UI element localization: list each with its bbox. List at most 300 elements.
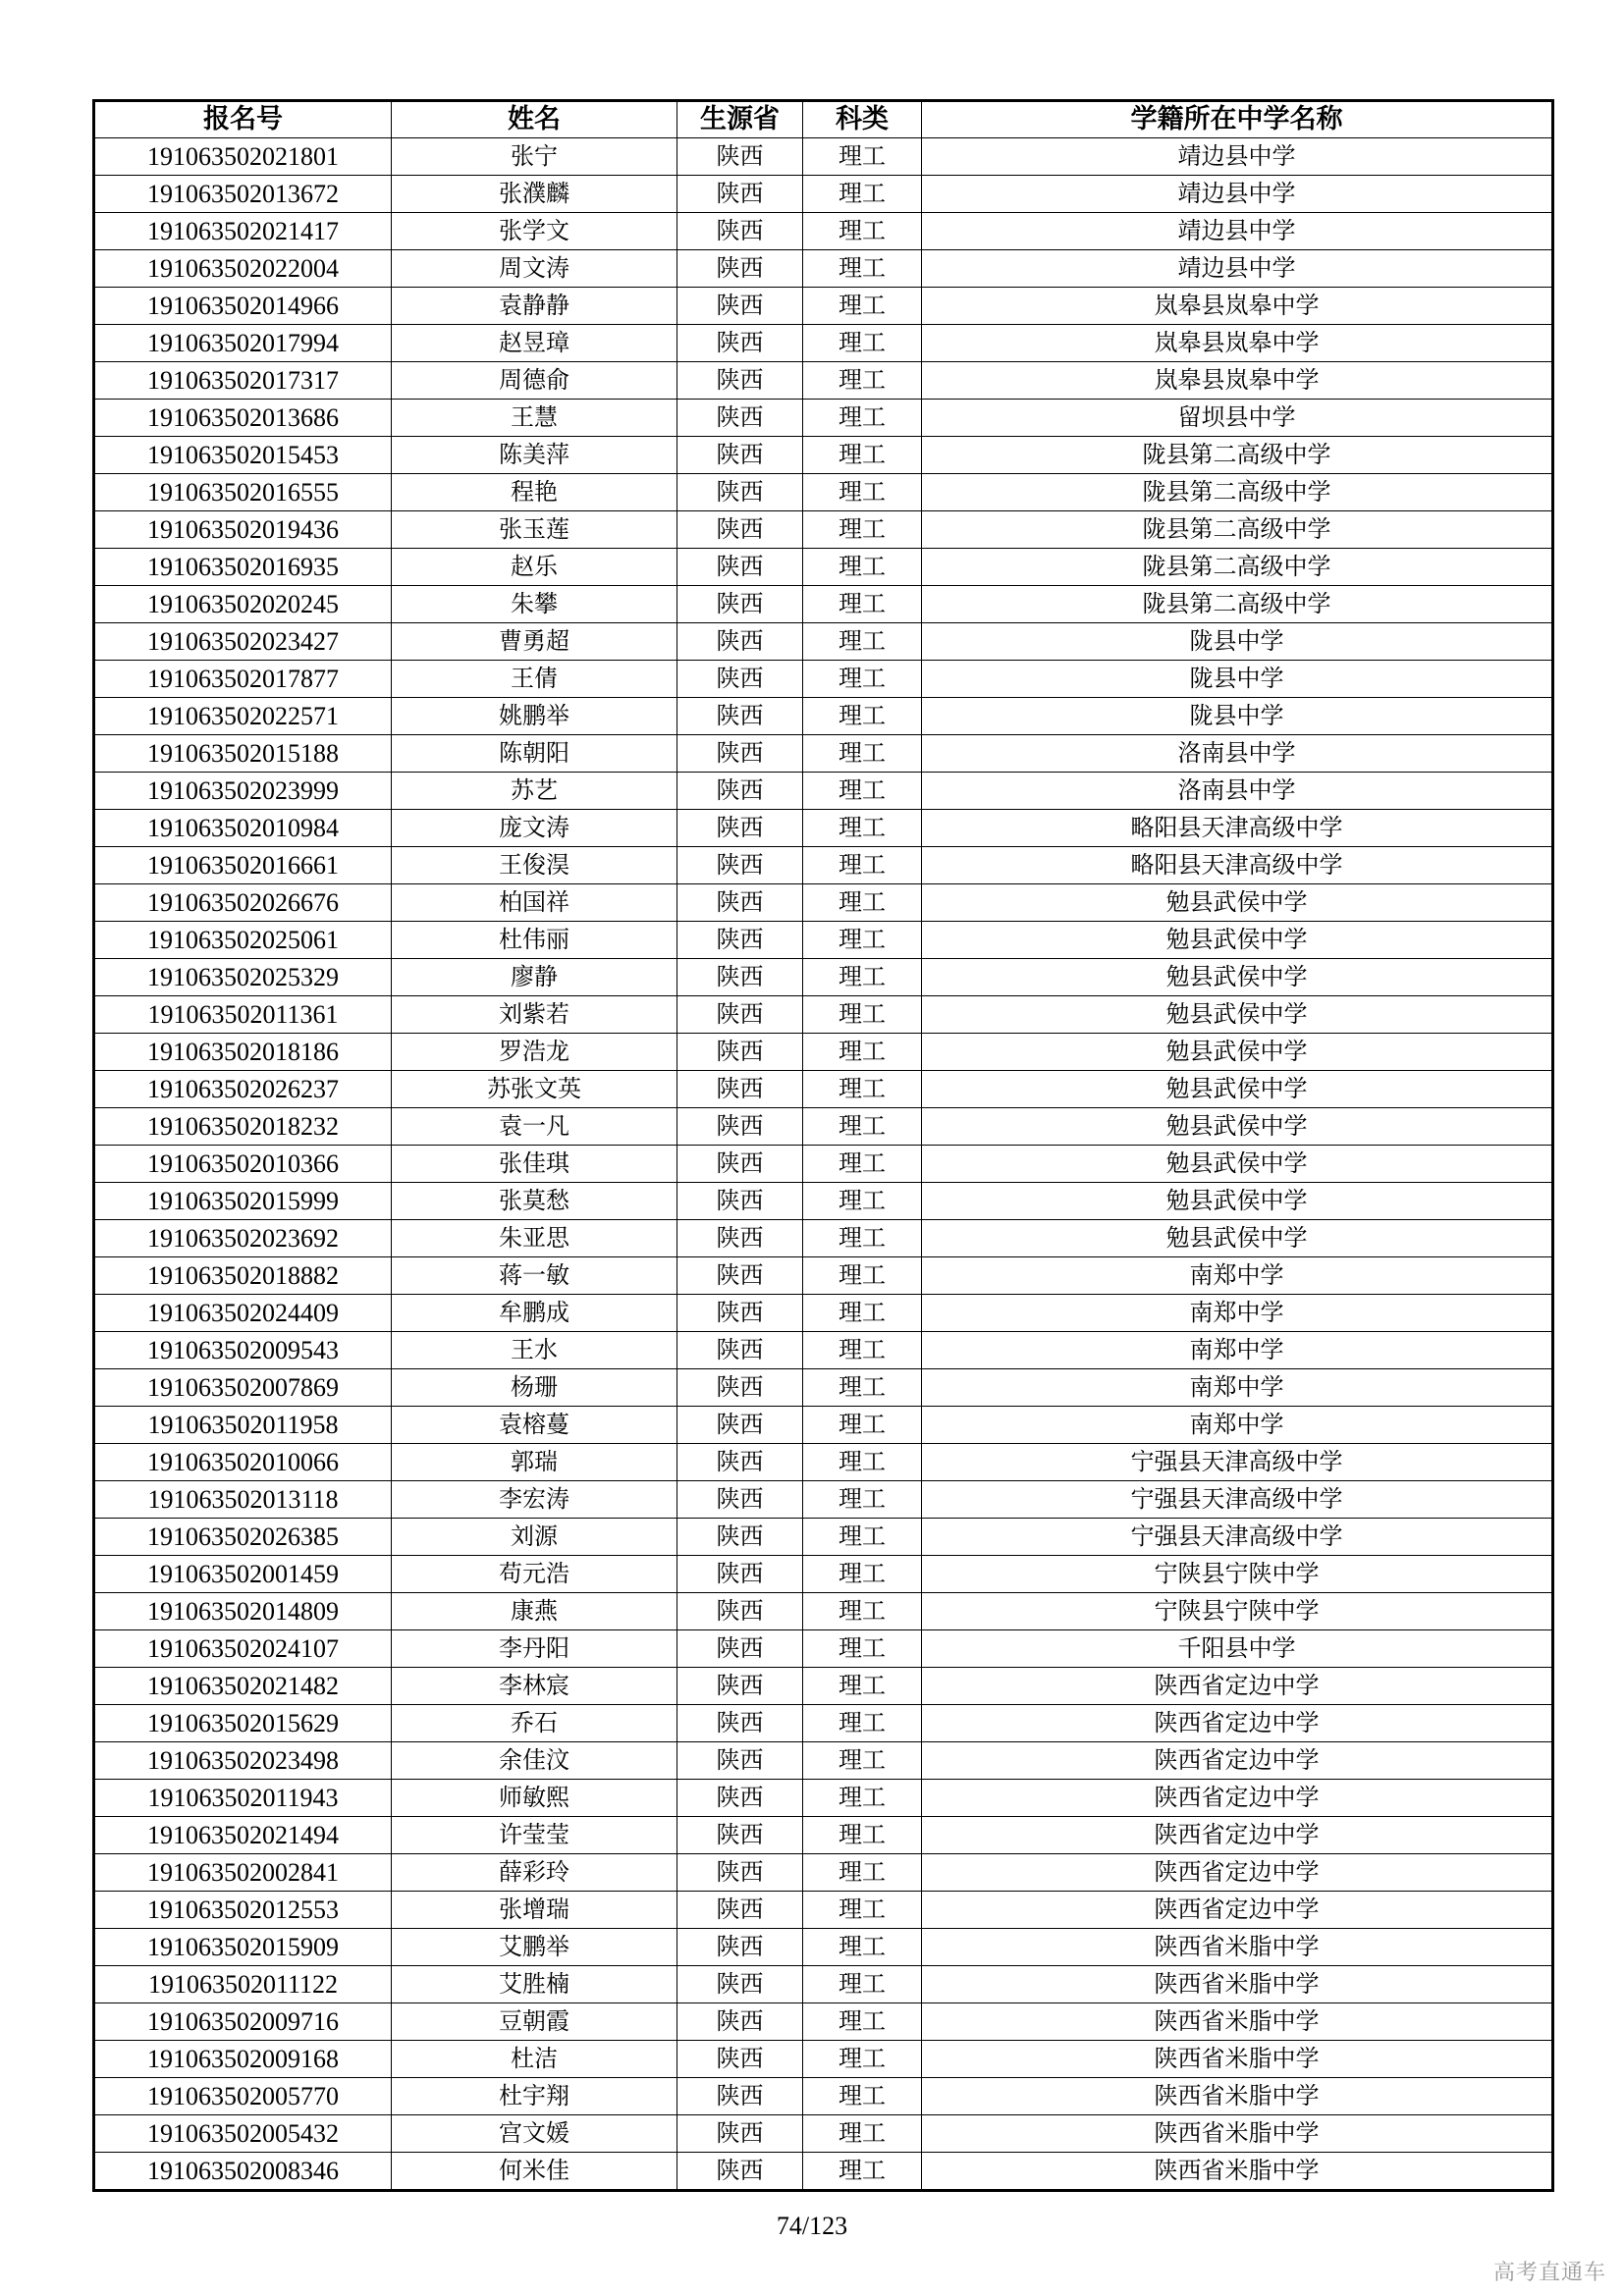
name-cell: 余佳汶 [392, 1742, 677, 1780]
school-cell: 陇县第二高级中学 [922, 474, 1553, 511]
category-cell: 理工 [803, 773, 922, 810]
school-cell: 南郑中学 [922, 1257, 1553, 1295]
province-cell: 陕西 [677, 1556, 803, 1593]
category-cell: 理工 [803, 2003, 922, 2041]
table-row [94, 773, 1553, 810]
name-cell: 李宏涛 [392, 1481, 677, 1519]
table-row [94, 288, 1553, 325]
registration-number-cell: 191063502010066 [94, 1444, 392, 1481]
table-row [94, 884, 1553, 922]
province-cell: 陕西 [677, 1854, 803, 1892]
school-cell: 陕西省定边中学 [922, 1854, 1553, 1892]
name-cell: 郭瑞 [392, 1444, 677, 1481]
table-row [94, 586, 1553, 623]
table-row [94, 511, 1553, 549]
registration-number-cell: 191063502013686 [94, 400, 392, 437]
registration-number-cell: 191063502011943 [94, 1780, 392, 1817]
category-cell: 理工 [803, 362, 922, 400]
registration-number-cell: 191063502018882 [94, 1257, 392, 1295]
table-row [94, 922, 1553, 959]
table-row [94, 213, 1553, 250]
province-cell: 陕西 [677, 1705, 803, 1742]
table-row [94, 1369, 1553, 1407]
category-cell: 理工 [803, 1929, 922, 1966]
registration-number-cell: 191063502014966 [94, 288, 392, 325]
registration-number-cell: 191063502022571 [94, 698, 392, 735]
table-row [94, 2115, 1553, 2153]
category-cell: 理工 [803, 2078, 922, 2115]
name-cell: 张增瑞 [392, 1892, 677, 1929]
name-cell: 周文涛 [392, 250, 677, 288]
table-row [94, 1556, 1553, 1593]
registration-number-cell: 191063502026676 [94, 884, 392, 922]
category-cell: 理工 [803, 1257, 922, 1295]
table-row [94, 1929, 1553, 1966]
table-row [94, 437, 1553, 474]
table-row [94, 1519, 1553, 1556]
category-cell: 理工 [803, 511, 922, 549]
name-cell: 艾鹏举 [392, 1929, 677, 1966]
province-cell: 陕西 [677, 1220, 803, 1257]
name-cell: 何米佳 [392, 2153, 677, 2191]
name-cell: 张佳琪 [392, 1146, 677, 1183]
name-cell: 袁静静 [392, 288, 677, 325]
province-cell: 陕西 [677, 1481, 803, 1519]
name-cell: 庞文涛 [392, 810, 677, 847]
school-cell: 宁强县天津高级中学 [922, 1519, 1553, 1556]
registration-number-cell: 191063502007869 [94, 1369, 392, 1407]
table-row [94, 1332, 1553, 1369]
province-cell: 陕西 [677, 959, 803, 996]
school-cell: 勉县武侯中学 [922, 922, 1553, 959]
name-cell: 师敏熙 [392, 1780, 677, 1817]
school-cell: 勉县武侯中学 [922, 1071, 1553, 1108]
school-cell: 宁陕县宁陕中学 [922, 1556, 1553, 1593]
table-row [94, 1817, 1553, 1854]
table-row [94, 2153, 1553, 2191]
registration-number-cell: 191063502008346 [94, 2153, 392, 2191]
registration-number-cell: 191063502015453 [94, 437, 392, 474]
table-row [94, 138, 1553, 176]
school-cell: 千阳县中学 [922, 1630, 1553, 1668]
registration-number-cell: 191063502002841 [94, 1854, 392, 1892]
category-cell: 理工 [803, 1593, 922, 1630]
name-cell: 李丹阳 [392, 1630, 677, 1668]
table-row [94, 1854, 1553, 1892]
school-cell: 留坝县中学 [922, 400, 1553, 437]
category-cell: 理工 [803, 1519, 922, 1556]
page-number: 74/123 [776, 2212, 848, 2240]
registration-number-cell: 191063502023498 [94, 1742, 392, 1780]
name-cell: 艾胜楠 [392, 1966, 677, 2003]
province-cell: 陕西 [677, 1183, 803, 1220]
school-cell: 陇县第二高级中学 [922, 586, 1553, 623]
province-cell: 陕西 [677, 362, 803, 400]
category-cell: 理工 [803, 996, 922, 1034]
province-cell: 陕西 [677, 996, 803, 1034]
table-body [94, 138, 1553, 2191]
province-cell: 陕西 [677, 1108, 803, 1146]
registration-number-cell: 191063502010984 [94, 810, 392, 847]
registration-number-cell: 191063502021482 [94, 1668, 392, 1705]
category-cell: 理工 [803, 1071, 922, 1108]
school-cell: 宁陕县宁陕中学 [922, 1593, 1553, 1630]
table-row [94, 176, 1553, 213]
table-row [94, 1220, 1553, 1257]
table-row [94, 996, 1553, 1034]
registration-number-cell: 191063502012553 [94, 1892, 392, 1929]
table-row [94, 474, 1553, 511]
province-cell: 陕西 [677, 1817, 803, 1854]
province-cell: 陕西 [677, 1295, 803, 1332]
name-cell: 罗浩龙 [392, 1034, 677, 1071]
name-cell: 赵昱璋 [392, 325, 677, 362]
category-cell: 理工 [803, 288, 922, 325]
name-cell: 杜洁 [392, 2041, 677, 2078]
province-cell: 陕西 [677, 623, 803, 661]
school-cell: 陕西省米脂中学 [922, 1929, 1553, 1966]
school-cell: 洛南县中学 [922, 773, 1553, 810]
province-cell: 陕西 [677, 661, 803, 698]
school-cell: 陕西省米脂中学 [922, 1966, 1553, 2003]
admission-list-table-container [92, 99, 1551, 2192]
name-cell: 苏张文英 [392, 1071, 677, 1108]
school-cell: 陕西省定边中学 [922, 1780, 1553, 1817]
category-cell: 理工 [803, 922, 922, 959]
table-row [94, 1108, 1553, 1146]
school-cell: 岚皋县岚皋中学 [922, 288, 1553, 325]
school-cell: 勉县武侯中学 [922, 1220, 1553, 1257]
province-cell: 陕西 [677, 2041, 803, 2078]
school-cell: 岚皋县岚皋中学 [922, 362, 1553, 400]
province-cell: 陕西 [677, 1668, 803, 1705]
province-cell: 陕西 [677, 1146, 803, 1183]
school-cell: 陇县第二高级中学 [922, 437, 1553, 474]
table-row [94, 2041, 1553, 2078]
name-cell: 宫文媛 [392, 2115, 677, 2153]
registration-number-cell: 191063502017317 [94, 362, 392, 400]
table-row [94, 362, 1553, 400]
registration-number-cell: 191063502015999 [94, 1183, 392, 1220]
category-cell: 理工 [803, 1481, 922, 1519]
registration-number-cell: 191063502011958 [94, 1407, 392, 1444]
category-cell: 理工 [803, 1146, 922, 1183]
registration-number-cell: 191063502017994 [94, 325, 392, 362]
category-cell: 理工 [803, 1556, 922, 1593]
table-row [94, 1444, 1553, 1481]
province-cell: 陕西 [677, 213, 803, 250]
province-cell: 陕西 [677, 1071, 803, 1108]
header-category: 科类 [803, 101, 922, 138]
table-header-row [94, 101, 1553, 138]
school-cell: 勉县武侯中学 [922, 959, 1553, 996]
category-cell: 理工 [803, 400, 922, 437]
province-cell: 陕西 [677, 250, 803, 288]
province-cell: 陕西 [677, 176, 803, 213]
province-cell: 陕西 [677, 735, 803, 773]
name-cell: 王慧 [392, 400, 677, 437]
name-cell: 王倩 [392, 661, 677, 698]
province-cell: 陕西 [677, 847, 803, 884]
province-cell: 陕西 [677, 1742, 803, 1780]
school-cell: 靖边县中学 [922, 138, 1553, 176]
category-cell: 理工 [803, 1369, 922, 1407]
category-cell: 理工 [803, 1630, 922, 1668]
registration-number-cell: 191063502025329 [94, 959, 392, 996]
category-cell: 理工 [803, 176, 922, 213]
registration-number-cell: 191063502016661 [94, 847, 392, 884]
province-cell: 陕西 [677, 1519, 803, 1556]
table-row [94, 623, 1553, 661]
table-row [94, 1780, 1553, 1817]
registration-number-cell: 191063502013118 [94, 1481, 392, 1519]
name-cell: 刘源 [392, 1519, 677, 1556]
category-cell: 理工 [803, 1183, 922, 1220]
table-row [94, 1071, 1553, 1108]
registration-number-cell: 191063502005770 [94, 2078, 392, 2115]
name-cell: 牟鹏成 [392, 1295, 677, 1332]
registration-number-cell: 191063502001459 [94, 1556, 392, 1593]
province-cell: 陕西 [677, 884, 803, 922]
category-cell: 理工 [803, 661, 922, 698]
header-registration-number: 报名号 [94, 101, 392, 138]
category-cell: 理工 [803, 1668, 922, 1705]
province-cell: 陕西 [677, 1369, 803, 1407]
school-cell: 南郑中学 [922, 1369, 1553, 1407]
category-cell: 理工 [803, 1780, 922, 1817]
registration-number-cell: 191063502019436 [94, 511, 392, 549]
registration-number-cell: 191063502020245 [94, 586, 392, 623]
registration-number-cell: 191063502015188 [94, 735, 392, 773]
name-cell: 杨珊 [392, 1369, 677, 1407]
registration-number-cell: 191063502010366 [94, 1146, 392, 1183]
table-row [94, 1034, 1553, 1071]
school-cell: 陇县中学 [922, 661, 1553, 698]
name-cell: 王俊淏 [392, 847, 677, 884]
table-row [94, 325, 1553, 362]
table-row [94, 400, 1553, 437]
watermark: 高考直通车 [1492, 2261, 1606, 2285]
table-row [94, 2003, 1553, 2041]
school-cell: 陇县第二高级中学 [922, 549, 1553, 586]
name-cell: 曹勇超 [392, 623, 677, 661]
name-cell: 姚鹏举 [392, 698, 677, 735]
category-cell: 理工 [803, 549, 922, 586]
province-cell: 陕西 [677, 1332, 803, 1369]
name-cell: 乔石 [392, 1705, 677, 1742]
name-cell: 朱亚思 [392, 1220, 677, 1257]
category-cell: 理工 [803, 1742, 922, 1780]
name-cell: 许莹莹 [392, 1817, 677, 1854]
category-cell: 理工 [803, 325, 922, 362]
name-cell: 廖静 [392, 959, 677, 996]
category-cell: 理工 [803, 698, 922, 735]
category-cell: 理工 [803, 959, 922, 996]
name-cell: 蒋一敏 [392, 1257, 677, 1295]
name-cell: 程艳 [392, 474, 677, 511]
registration-number-cell: 191063502009168 [94, 2041, 392, 2078]
province-cell: 陕西 [677, 698, 803, 735]
school-cell: 洛南县中学 [922, 735, 1553, 773]
name-cell: 张濮麟 [392, 176, 677, 213]
name-cell: 豆朝霞 [392, 2003, 677, 2041]
table-row [94, 661, 1553, 698]
table-row [94, 1295, 1553, 1332]
table-row [94, 959, 1553, 996]
registration-number-cell: 191063502023427 [94, 623, 392, 661]
category-cell: 理工 [803, 437, 922, 474]
school-cell: 靖边县中学 [922, 213, 1553, 250]
table-row [94, 1966, 1553, 2003]
category-cell: 理工 [803, 735, 922, 773]
province-cell: 陕西 [677, 325, 803, 362]
school-cell: 勉县武侯中学 [922, 1146, 1553, 1183]
name-cell: 张宁 [392, 138, 677, 176]
name-cell: 张莫愁 [392, 1183, 677, 1220]
table-row [94, 549, 1553, 586]
registration-number-cell: 191063502018232 [94, 1108, 392, 1146]
table-row [94, 1407, 1553, 1444]
header-province: 生源省 [677, 101, 803, 138]
category-cell: 理工 [803, 810, 922, 847]
category-cell: 理工 [803, 1892, 922, 1929]
registration-number-cell: 191063502021417 [94, 213, 392, 250]
name-cell: 刘紫若 [392, 996, 677, 1034]
registration-number-cell: 191063502023999 [94, 773, 392, 810]
province-cell: 陕西 [677, 474, 803, 511]
school-cell: 勉县武侯中学 [922, 1034, 1553, 1071]
registration-number-cell: 191063502014809 [94, 1593, 392, 1630]
registration-number-cell: 191063502025061 [94, 922, 392, 959]
registration-number-cell: 191063502026237 [94, 1071, 392, 1108]
school-cell: 岚皋县岚皋中学 [922, 325, 1553, 362]
category-cell: 理工 [803, 1817, 922, 1854]
table-row [94, 250, 1553, 288]
registration-number-cell: 191063502026385 [94, 1519, 392, 1556]
registration-number-cell: 191063502005432 [94, 2115, 392, 2153]
school-cell: 勉县武侯中学 [922, 1108, 1553, 1146]
province-cell: 陕西 [677, 2153, 803, 2191]
registration-number-cell: 191063502016935 [94, 549, 392, 586]
name-cell: 李林宸 [392, 1668, 677, 1705]
name-cell: 张学文 [392, 213, 677, 250]
category-cell: 理工 [803, 474, 922, 511]
category-cell: 理工 [803, 847, 922, 884]
registration-number-cell: 191063502013672 [94, 176, 392, 213]
category-cell: 理工 [803, 1332, 922, 1369]
table-row [94, 1146, 1553, 1183]
name-cell: 袁榕蔓 [392, 1407, 677, 1444]
registration-number-cell: 191063502023692 [94, 1220, 392, 1257]
table-row [94, 1892, 1553, 1929]
school-cell: 南郑中学 [922, 1407, 1553, 1444]
registration-number-cell: 191063502015629 [94, 1705, 392, 1742]
province-cell: 陕西 [677, 400, 803, 437]
name-cell: 赵乐 [392, 549, 677, 586]
name-cell: 杜宇翔 [392, 2078, 677, 2115]
school-cell: 勉县武侯中学 [922, 1183, 1553, 1220]
school-cell: 陇县中学 [922, 698, 1553, 735]
registration-number-cell: 191063502018186 [94, 1034, 392, 1071]
school-cell: 略阳县天津高级中学 [922, 847, 1553, 884]
header-name: 姓名 [392, 101, 677, 138]
table-row [94, 735, 1553, 773]
province-cell: 陕西 [677, 138, 803, 176]
table-row [94, 1630, 1553, 1668]
school-cell: 陕西省定边中学 [922, 1892, 1553, 1929]
category-cell: 理工 [803, 884, 922, 922]
school-cell: 陕西省米脂中学 [922, 2115, 1553, 2153]
table-row [94, 1705, 1553, 1742]
category-cell: 理工 [803, 2041, 922, 2078]
registration-number-cell: 191063502009716 [94, 2003, 392, 2041]
school-cell: 陕西省米脂中学 [922, 2041, 1553, 2078]
category-cell: 理工 [803, 1854, 922, 1892]
table-row [94, 1668, 1553, 1705]
name-cell: 康燕 [392, 1593, 677, 1630]
name-cell: 王水 [392, 1332, 677, 1369]
category-cell: 理工 [803, 623, 922, 661]
category-cell: 理工 [803, 138, 922, 176]
school-cell: 宁强县天津高级中学 [922, 1481, 1553, 1519]
school-cell: 陕西省定边中学 [922, 1742, 1553, 1780]
category-cell: 理工 [803, 586, 922, 623]
school-cell: 陕西省定边中学 [922, 1705, 1553, 1742]
province-cell: 陕西 [677, 1444, 803, 1481]
province-cell: 陕西 [677, 549, 803, 586]
school-cell: 陇县中学 [922, 623, 1553, 661]
province-cell: 陕西 [677, 511, 803, 549]
category-cell: 理工 [803, 1108, 922, 1146]
category-cell: 理工 [803, 1444, 922, 1481]
school-cell: 南郑中学 [922, 1295, 1553, 1332]
school-cell: 靖边县中学 [922, 250, 1553, 288]
category-cell: 理工 [803, 1034, 922, 1071]
table-row [94, 810, 1553, 847]
school-cell: 陕西省定边中学 [922, 1668, 1553, 1705]
table-row [94, 1593, 1553, 1630]
registration-number-cell: 191063502021494 [94, 1817, 392, 1854]
province-cell: 陕西 [677, 437, 803, 474]
name-cell: 杜伟丽 [392, 922, 677, 959]
school-cell: 陕西省米脂中学 [922, 2003, 1553, 2041]
category-cell: 理工 [803, 2115, 922, 2153]
name-cell: 陈朝阳 [392, 735, 677, 773]
province-cell: 陕西 [677, 1593, 803, 1630]
category-cell: 理工 [803, 1295, 922, 1332]
name-cell: 苟元浩 [392, 1556, 677, 1593]
registration-number-cell: 191063502009543 [94, 1332, 392, 1369]
table-row [94, 2078, 1553, 2115]
province-cell: 陕西 [677, 1780, 803, 1817]
name-cell: 袁一凡 [392, 1108, 677, 1146]
registration-number-cell: 191063502015909 [94, 1929, 392, 1966]
school-cell: 陇县第二高级中学 [922, 511, 1553, 549]
name-cell: 张玉莲 [392, 511, 677, 549]
name-cell: 朱攀 [392, 586, 677, 623]
category-cell: 理工 [803, 1407, 922, 1444]
province-cell: 陕西 [677, 288, 803, 325]
registration-number-cell: 191063502011122 [94, 1966, 392, 2003]
province-cell: 陕西 [677, 1929, 803, 1966]
category-cell: 理工 [803, 1705, 922, 1742]
header-school: 学籍所在中学名称 [922, 101, 1553, 138]
school-cell: 陕西省米脂中学 [922, 2153, 1553, 2191]
school-cell: 勉县武侯中学 [922, 884, 1553, 922]
province-cell: 陕西 [677, 2115, 803, 2153]
school-cell: 勉县武侯中学 [922, 996, 1553, 1034]
province-cell: 陕西 [677, 1630, 803, 1668]
